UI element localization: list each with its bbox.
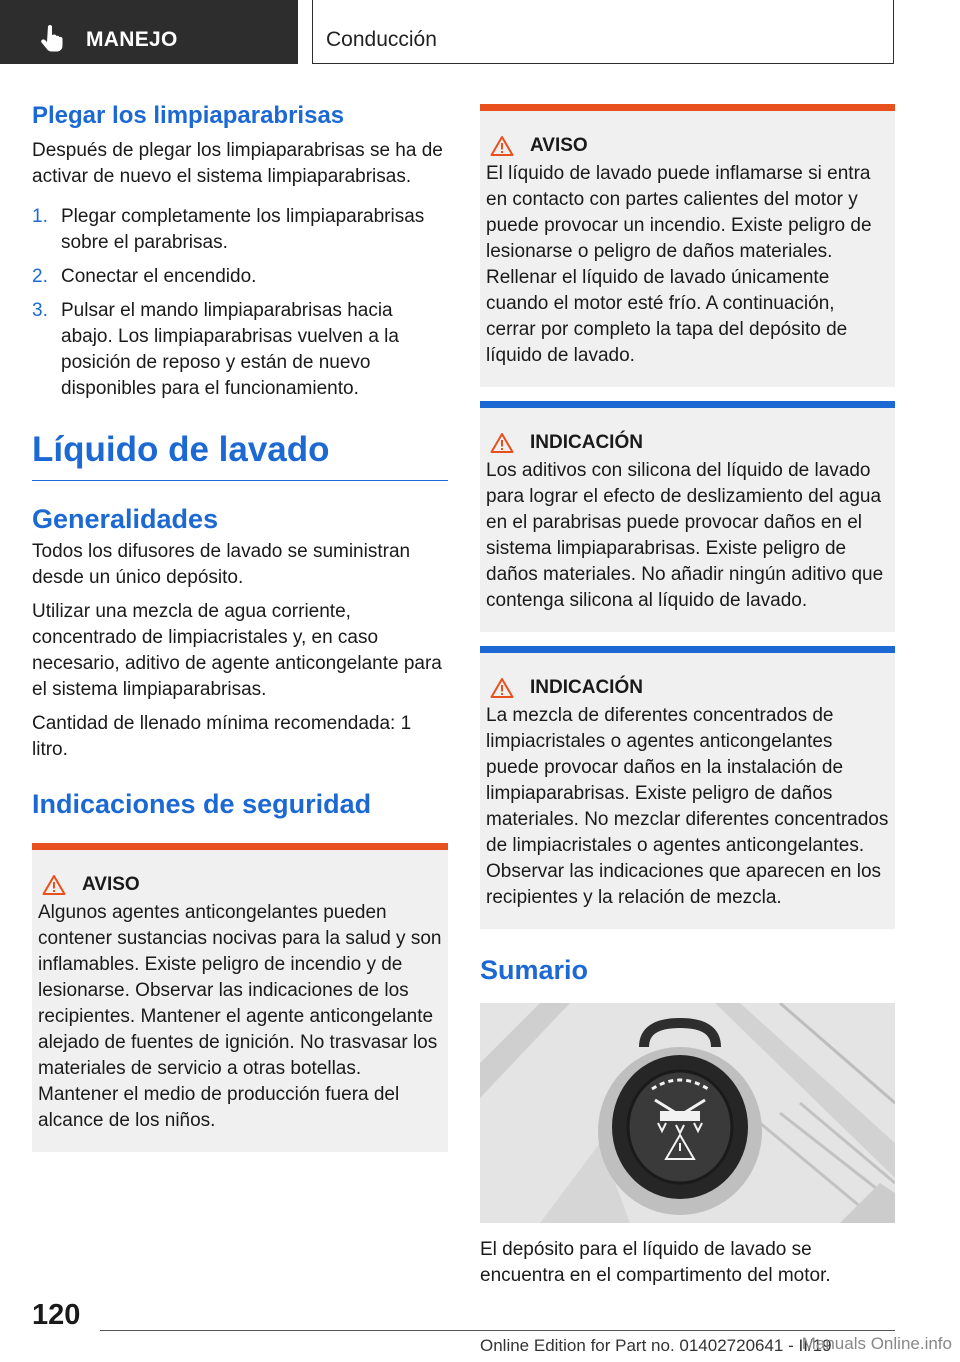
warning-text: Algunos agentes anticongelantes pueden contener sustancias nocivas para la salud y son inflamables. Existe peligro de incendio y de lesionarse. Observar las indicaciones de los recipientes. Mantener el agente anticongelante alejado de fuentes de ignición. No trasvasar los materiales de servicio a otras botellas. Mantener el medio de producción fuera del alcance de los niños. [38,902,442,1131]
list-item: 3. Pulsar el mando limpiaparabrisas hacia abajo. Los limpiaparabrisas vuelven a la posición de reposo y están de nuevo disponibles para el funcionamiento. [32,300,399,399]
notice-box [480,646,895,929]
watermark: Manuals Online.info [801,1334,952,1353]
footer-divider [100,1330,895,1331]
section-label: MANEJO [86,28,178,51]
warning-title: AVISO [486,133,889,159]
warning-box [32,843,448,1152]
safety-heading: Indicaciones de seguridad [32,789,372,819]
warning-triangle-icon [490,677,514,699]
warning-triangle-icon [490,432,514,454]
list-item: 2. Conectar el encendido. [32,266,257,287]
chapter-tab [312,0,894,64]
left-column [32,100,448,1152]
hand-pointer-icon [40,24,66,52]
fold-wipers-intro: Después de plegar los limpiaparabrisas se ha de activar de nuevo el sistema limpiaparabrisas. [32,140,443,187]
general-paragraph-1: Todos los difusores de lavado se suministran desde un único depósito. [32,541,411,588]
edition-label: Online Edition for Part no. 01402720641 - II/19 [480,1336,832,1355]
warning-triangle-icon [490,135,514,157]
right-column [480,104,895,1289]
chapter-label: Conducción [326,28,437,51]
general-paragraph-2: Utilizar una mezcla de agua corriente, concentrado de limpiacristales y, en caso necesario, aditivo de agente anticongelante para el sistema limpiaparabrisas. [32,601,442,700]
notice-text: La mezcla de diferentes concentrados de limpiacristales o agentes anticongelantes puede provocar daños en la instalación de limpiaparabrisas. Existe peligro de daños materiales. No mezclar diferentes concentrados de limpiacristales o agentes anticongelantes. Observar las indicaciones que aparecen en los recipientes y la relación de mezcla. [486,705,889,908]
list-item: 1. Plegar completamente los limpiaparabrisas sobre el parabrisas. [32,206,425,253]
notice-box [480,401,895,632]
section-tab [0,0,298,64]
general-paragraph-3: Cantidad de llenado mínima recomendada: 1 litro. [32,713,412,760]
notice-text: Los aditivos con silicona del líquido de lavado para lograr el efecto de deslizamiento del agua en el parabrisas puede provocar daños en el sistema limpiaparabrisas. Existe peligro de daños materiales. No añadir ningún aditivo que contenga silicona al líquido de lavado. [486,460,884,611]
fold-wipers-steps [32,204,448,402]
washer-fluid-heading: Líquido de lavado [32,428,448,481]
warning-text: El líquido de lavado puede inflamarse si entra en contacto con partes calientes del motor y puede provocar un incendio. Existe peligro de lesionarse o peligro de daños materiales. Rellenar el líquido de lavado únicamente cuando el motor esté frío. A continuación, cerrar por completo la tapa del depósito de líquido de lavado. [486,163,872,366]
warning-title: AVISO [38,872,442,898]
notice-title: INDICACIÓN [486,430,889,456]
page-number: 120 [32,1299,81,1331]
warning-triangle-icon [42,874,66,896]
summary-heading: Sumario [480,955,589,985]
general-heading: Generalidades [32,504,219,534]
washer-reservoir-photo [480,1003,895,1223]
notice-title: INDICACIÓN [486,675,889,701]
summary-caption: El depósito para el líquido de lavado se encuentra en el compartimento del motor. [480,1239,831,1286]
fold-wipers-heading: Plegar los limpiaparabrisas [32,102,345,129]
warning-box [480,104,895,387]
